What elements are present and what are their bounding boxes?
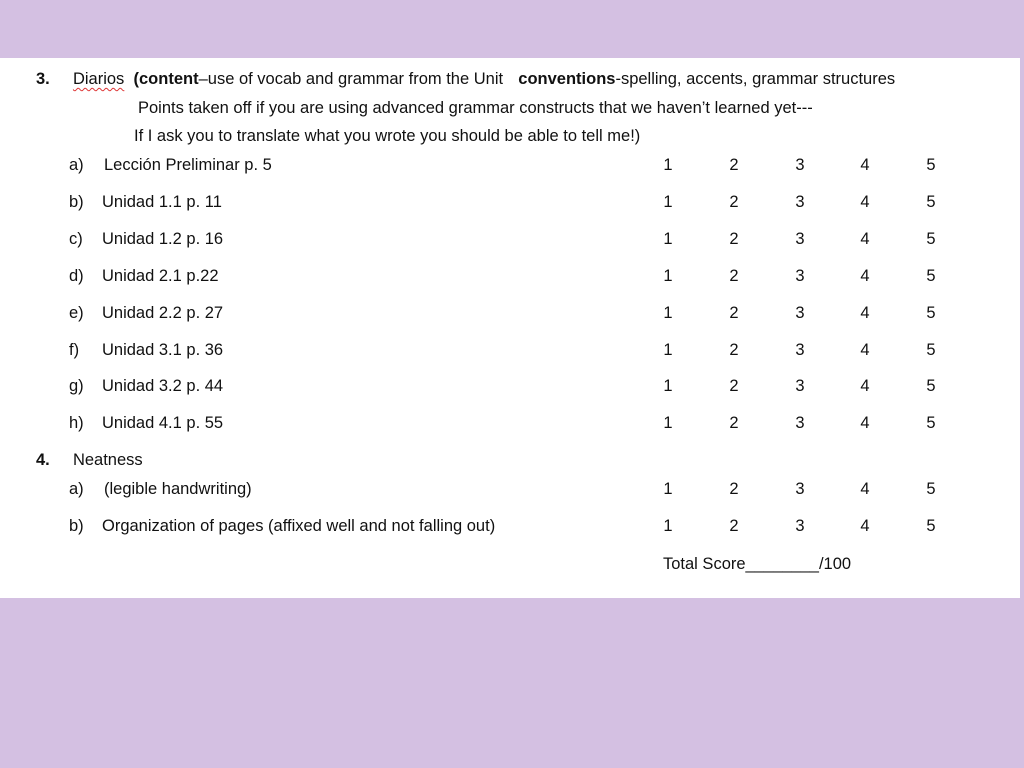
item-label: Unidad 1.1 p. 11: [102, 193, 222, 211]
item-letter: c): [69, 230, 83, 248]
section4-title: Neatness: [72, 451, 143, 469]
score-option-5: 5: [926, 193, 936, 211]
score-option-3: 3: [795, 193, 805, 211]
score-option-4: 4: [860, 517, 870, 535]
score-option-2: 2: [729, 304, 739, 322]
section3-note-line2: If I ask you to translate what you wrote you should be able to tell me!): [134, 127, 641, 145]
score-option-4: 4: [860, 193, 870, 211]
score-option-1: 1: [663, 156, 673, 174]
section4-number: 4.: [36, 451, 50, 469]
content-desc: –use of vocab and grammar from the Unit: [198, 70, 504, 88]
score-option-1: 1: [663, 517, 673, 535]
score-option-1: 1: [663, 304, 673, 322]
section3-note-line1: Points taken off if you are using advanced grammar constructs that we haven’t learned yet---: [138, 99, 813, 117]
section3-header: [36, 69, 895, 89]
score-option-1: 1: [663, 480, 673, 498]
score-option-1: 1: [663, 230, 673, 248]
score-option-5: 5: [926, 377, 936, 395]
item-label: Unidad 3.1 p. 36: [102, 341, 224, 359]
score-option-2: 2: [729, 517, 739, 535]
score-option-4: 4: [860, 230, 870, 248]
score-option-3: 3: [795, 267, 805, 285]
score-option-1: 1: [663, 267, 673, 285]
item-letter: b): [69, 193, 84, 211]
item-label: Unidad 3.2 p. 44: [102, 377, 224, 395]
item-label: Unidad 1.2 p. 16: [102, 230, 224, 248]
section4-header: [36, 450, 143, 470]
conventions-word: conventions: [518, 70, 616, 88]
item-letter: d): [69, 267, 84, 285]
score-option-2: 2: [729, 230, 739, 248]
score-option-1: 1: [663, 377, 673, 395]
score-option-5: 5: [926, 480, 936, 498]
score-option-4: 4: [860, 414, 870, 432]
score-option-3: 3: [795, 517, 805, 535]
item-letter: g): [69, 377, 84, 395]
item-label: Unidad 2.1 p.22: [102, 267, 219, 285]
score-option-3: 3: [795, 414, 805, 432]
score-option-3: 3: [795, 480, 805, 498]
score-option-4: 4: [860, 341, 870, 359]
item-letter: b): [69, 517, 84, 535]
content-word: content: [139, 70, 199, 88]
score-option-3: 3: [795, 341, 805, 359]
item-label: (legible handwriting): [104, 480, 252, 498]
score-option-4: 4: [860, 377, 870, 395]
score-option-3: 3: [795, 156, 805, 174]
score-option-4: 4: [860, 304, 870, 322]
score-option-2: 2: [729, 377, 739, 395]
score-option-5: 5: [926, 304, 936, 322]
score-option-4: 4: [860, 156, 870, 174]
score-option-2: 2: [729, 193, 739, 211]
score-option-1: 1: [663, 341, 673, 359]
score-option-1: 1: [663, 414, 673, 432]
score-option-5: 5: [926, 341, 936, 359]
item-letter: f): [69, 341, 80, 359]
score-option-5: 5: [926, 230, 936, 248]
score-option-3: 3: [795, 304, 805, 322]
item-letter: a): [69, 156, 84, 174]
score-option-3: 3: [795, 230, 805, 248]
score-option-2: 2: [729, 267, 739, 285]
item-letter: h): [69, 414, 84, 432]
rubric-sheet: [0, 58, 1020, 598]
score-option-2: 2: [729, 156, 739, 174]
item-label: Organization of pages (affixed well and not falling out): [102, 517, 496, 535]
total-score: Total Score________/100: [663, 555, 852, 573]
score-option-1: 1: [663, 193, 673, 211]
score-option-4: 4: [860, 267, 870, 285]
score-option-2: 2: [729, 414, 739, 432]
section3-number: 3.: [36, 70, 50, 88]
score-option-2: 2: [729, 480, 739, 498]
paren-open: (: [133, 70, 139, 88]
score-option-2: 2: [729, 341, 739, 359]
item-label: Unidad 2.2 p. 27: [102, 304, 224, 322]
score-option-5: 5: [926, 517, 936, 535]
score-option-3: 3: [795, 377, 805, 395]
section3-title: Diarios: [72, 70, 125, 88]
item-letter: e): [69, 304, 84, 322]
score-option-5: 5: [926, 267, 936, 285]
score-option-5: 5: [926, 414, 936, 432]
score-option-5: 5: [926, 156, 936, 174]
conventions-desc: -spelling, accents, grammar structures: [615, 70, 896, 88]
item-label: Unidad 4.1 p. 55: [102, 414, 224, 432]
item-label: Lección Preliminar p. 5: [104, 156, 272, 174]
score-option-4: 4: [860, 480, 870, 498]
item-letter: a): [69, 480, 84, 498]
